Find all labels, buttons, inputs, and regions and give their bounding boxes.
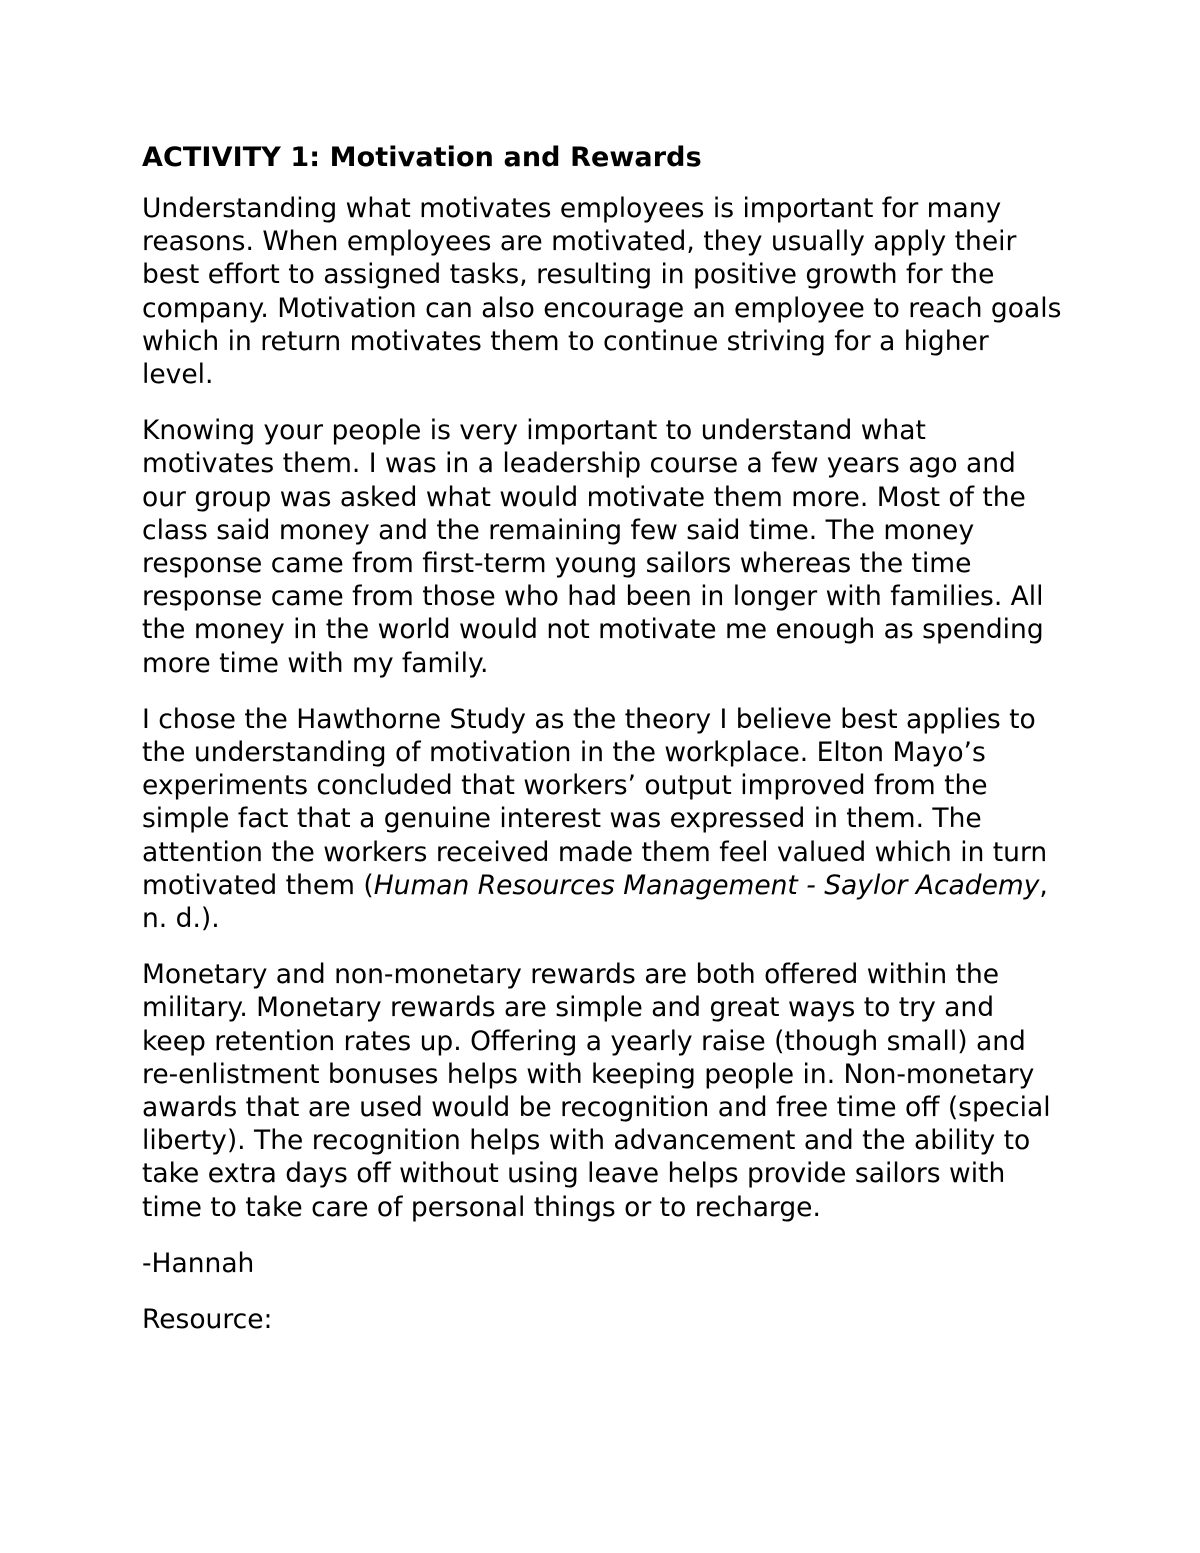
citation-title: Human Resources Management - Saylor Academy bbox=[373, 869, 1040, 901]
paragraph-knowing-people: Knowing your people is very important to understand what motivates them. I was in a leadership course a few years ago and our group was asked what would motivate them more. Most of the class said money and the remaining few said time. The money response came from first-term young sailors whereas the time response came from those who had been in longer with families. All the money in the world would not motivate me enough as spending more time with my family. bbox=[142, 415, 1044, 679]
document-body bbox=[142, 136, 1062, 1359]
citation-date: , n. d.). bbox=[142, 869, 1048, 935]
paragraph-hawthorne-study bbox=[142, 703, 1062, 935]
paragraph-rewards: Monetary and non-monetary rewards are both offered within the military. Monetary rewards are simple and great ways to try and keep retention rates up. Offering a yearly raise (though small) and re-enlistment bonuses helps with keeping people in. Non-monetary awards that are used would be recognition and free time off (special liberty). The recognition helps with advancement and the ability to take extra days off without using leave helps provide sailors with time to take care of personal things or to recharge. bbox=[142, 959, 1051, 1223]
hawthorne-text: I chose the Hawthorne Study as the theory I believe best applies to the understanding of motivation in the workplace. Elton Mayo’s experiments concluded that workers’ output improved from the simple fact that a genuine interest was expressed in them. The attention the workers received made them feel valued which in turn motivated them ( bbox=[142, 703, 1048, 901]
document-title: ACTIVITY 1: Motivation and Rewards bbox=[142, 142, 702, 173]
paragraph-motivation-importance: Understanding what motivates employees is important for many reasons. When employees are motivated, they usually apply their best effort to assigned tasks, resulting in positive growth for the company. Motivation can also encourage an employee to reach goals which in return motivates them to continue striving for a higher level. bbox=[142, 193, 1062, 391]
signature: -Hannah bbox=[142, 1247, 255, 1279]
resource-label: Resource: bbox=[142, 1304, 273, 1336]
